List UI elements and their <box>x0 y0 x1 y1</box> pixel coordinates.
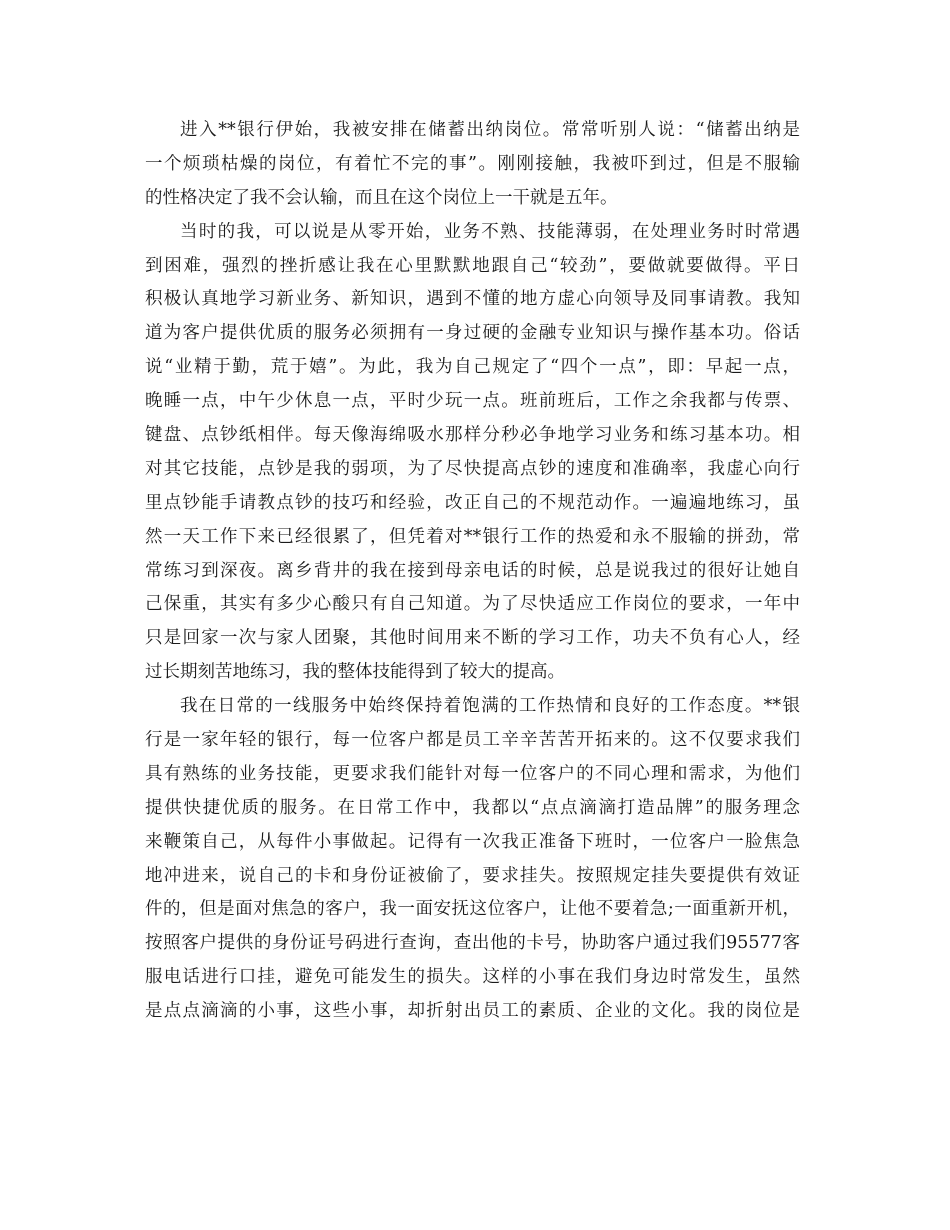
text-line: 进入**银行伊始，我被安排在储蓄出纳岗位。常常听别人说：“储蓄出纳是 <box>180 120 800 140</box>
text-line: 己保重，其实有多少心酸只有自己知道。为了尽快适应工作岗位的要求，一年中 <box>145 594 800 615</box>
text-line: 提供快捷优质的服务。在日常工作中，我都以“点点滴滴打造品牌”的服务理念 <box>145 797 800 818</box>
text-line: 键盘、点钞纸相伴。每天像海绵吸水那样分秒必争地学习业务和练习基本功。相 <box>145 425 800 446</box>
text-line: 地冲进来，说自己的卡和身份证被偷了，要求挂失。按照规定挂失要提供有效证 <box>145 865 800 886</box>
text-line: 是点点滴滴的小事，这些小事，却折射出员工的素质、企业的文化。我的岗位是 <box>145 1001 800 1022</box>
text-line: 一个烦琐枯燥的岗位，有着忙不完的事”。刚刚接触，我被吓到过，但是不服输 <box>145 153 800 174</box>
text-line: 具有熟练的业务技能，更要求我们能针对每一位客户的不同心理和需求，为他们 <box>145 763 800 784</box>
text-line: 来鞭策自己，从每件小事做起。记得有一次我正准备下班时，一位客户一脸焦急 <box>145 831 800 852</box>
text-line: 说“业精于勤，荒于嬉”。为此，我为自己规定了“四个一点”，即：早起一点， <box>145 357 800 378</box>
text-line: 当时的我，可以说是从零开始，业务不熟、技能薄弱，在处理业务时时常遇 <box>180 221 800 242</box>
text-line: 过长期刻苦地练习，我的整体技能得到了较大的提高。 <box>145 662 565 683</box>
text-line: 道为客户提供优质的服务必须拥有一身过硬的金融专业知识与操作基本功。俗话 <box>145 323 800 344</box>
text-line: 按照客户提供的身份证号码进行查询，查出他的卡号，协助客户通过我们95577客 <box>145 933 800 954</box>
text-line: 里点钞能手请教点钞的技巧和经验，改正自己的不规范动作。一遍遍地练习，虽 <box>145 492 800 513</box>
text-line: 积极认真地学习新业务、新知识，遇到不懂的地方虚心向领导及同事请教。我知 <box>145 289 800 310</box>
text-line: 我在日常的一线服务中始终保持着饱满的工作热情和良好的工作态度。**银 <box>180 696 800 717</box>
text-line: 对其它技能，点钞是我的弱项，为了尽快提高点钞的速度和准确率，我虚心向行 <box>145 458 800 479</box>
text-line: 的性格决定了我不会认输，而且在这个岗位上一干就是五年。 <box>145 187 618 208</box>
text-line: 到困难，强烈的挫折感让我在心里默默地跟自己“较劲”，要做就要做得。平日 <box>145 255 800 276</box>
text-line: 行是一家年轻的银行，每一位客户都是员工辛辛苦苦开拓来的。这不仅要求我们 <box>145 730 800 751</box>
text-line: 服电话进行口挂，避免可能发生的损失。这样的小事在我们身边时常发生，虽然 <box>145 967 800 988</box>
text-line: 常练习到深夜。离乡背井的我在接到母亲电话的时候，总是说我过的很好让她自 <box>145 560 800 581</box>
text-line: 件的，但是面对焦急的客户，我一面安抚这位客户，让他不要着急;一面重新开机， <box>145 899 800 920</box>
text-line: 只是回家一次与家人团聚，其他时间用来不断的学习工作，功夫不负有心人，经 <box>145 628 800 649</box>
text-line: 晚睡一点，中午少休息一点，平时少玩一点。班前班后，工作之余我都与传票、 <box>145 391 800 412</box>
document-body <box>145 114 800 1029</box>
text-line: 然一天工作下来已经很累了，但凭着对**银行工作的热爱和永不服输的拼劲，常 <box>145 526 800 547</box>
